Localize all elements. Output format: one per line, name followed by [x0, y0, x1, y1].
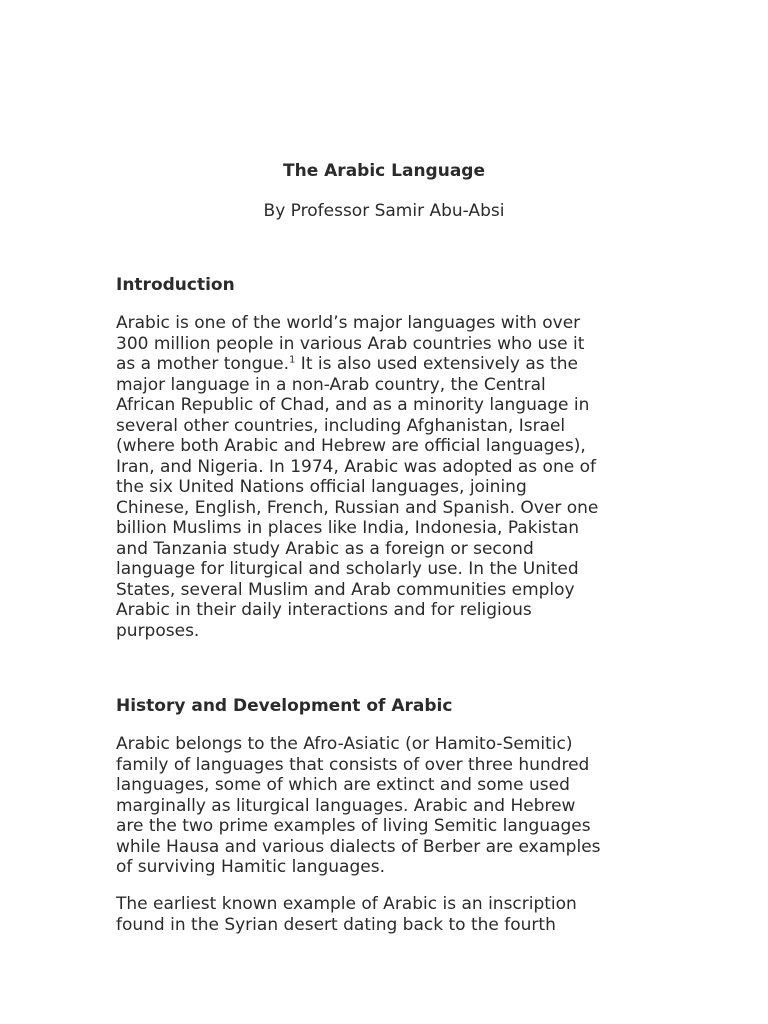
footnote-marker[interactable]: 1 — [289, 354, 296, 366]
document-title: The Arabic Language — [283, 161, 485, 181]
document-author: By Professor Samir Abu-Absi — [263, 201, 505, 221]
section-heading-history: History and Development of Arabic — [116, 696, 453, 716]
section-heading-introduction: Introduction — [116, 275, 235, 295]
paragraph-introduction — [116, 313, 656, 641]
paragraph-text: Arabic is one of the world’s major languages with over 300 million people in various Arab countries who use it as a mother tongue. — [116, 313, 585, 374]
paragraph-text: It is also used extensively as the major language in a non-Arab country, the Central African Republic of Chad, and as a minority language in several other countries, including Afghanistan, Israel (where both Arabic and Hebrew are official languages), Iran, and Nigeria. In 1974, Arabic was adopted as one of the six United Nations official languages, joining Chinese, English, French, Russian and Spanish. Over one billion Muslims in places like India, Indonesia, Pakistan and Tanzania study Arabic as a foreign or second language for liturgical and scholarly use. In the United States, several Muslim and Arab communities employ Arabic in their daily interactions and for religious purposes. — [116, 354, 599, 641]
paragraph-history-1: Arabic belongs to the Afro-Asiatic (or Hamito-Semitic) family of languages that consists of over three hundred languages, some of which are extinct and some used marginally as liturgical languages. Arabic and Hebrew are the two prime examples of living Semitic languages while Hausa and various dialects of Berber are examples of surviving Hamitic languages. — [116, 734, 601, 877]
paragraph-history-2: The earliest known example of Arabic is an inscription found in the Syrian desert dating back to the fourth — [116, 894, 577, 935]
